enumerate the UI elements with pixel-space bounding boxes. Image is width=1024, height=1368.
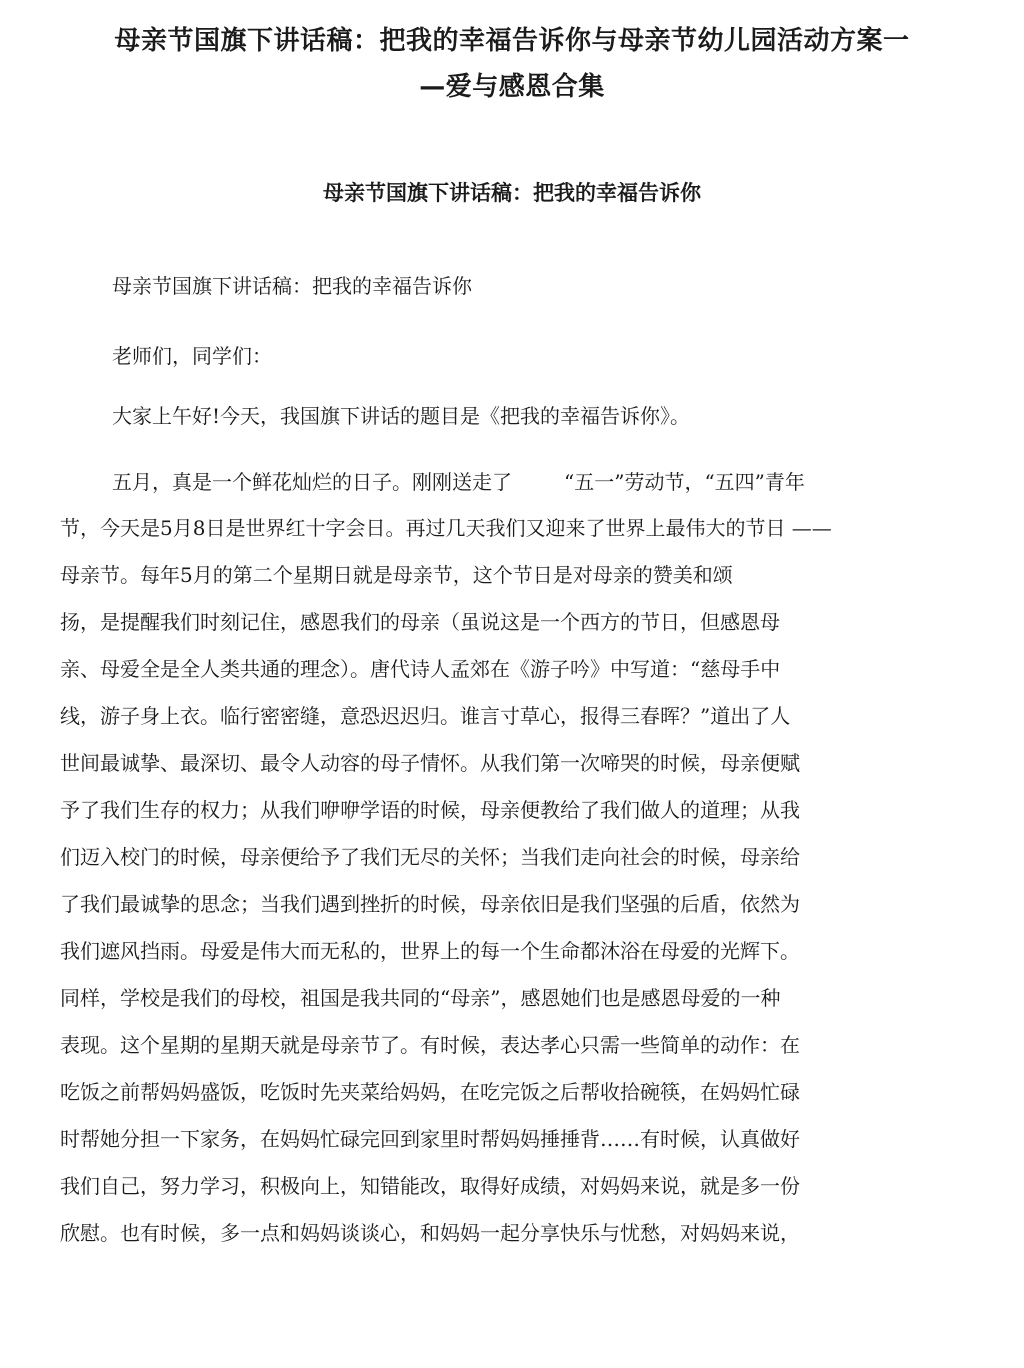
body-line: 了我们最诚挚的思念；当我们遇到挫折的时候，母亲依旧是我们坚强的后盾，依然为 (60, 892, 800, 916)
section-heading: 母亲节国旗下讲话稿：把我的幸福告诉你 (323, 181, 701, 205)
body-line: 们迈入校门的时候，母亲便给予了我们无尽的关怀；当我们走向社会的时候，母亲给 (60, 845, 800, 869)
body-line: 同样，学校是我们的母校，祖国是我共同的“母亲”，感恩她们也是感恩母爱的一种 (60, 986, 781, 1010)
body-line: 扬，是提醒我们时刻记住，感恩我们的母亲（虽说这是一个西方的节日，但感恩母 (60, 610, 780, 634)
body-line: 亲、母爱全是全人类共通的理念）。唐代诗人孟郊在《游子吟》中写道：“慈母手中 (60, 657, 781, 681)
body-line: 欣慰。也有时候，多一点和妈妈谈谈心，和妈妈一起分享快乐与忧愁，对妈妈来说， (60, 1221, 800, 1245)
body-first-line-part-2: “五一”劳动节，“五四”青年 (564, 470, 805, 494)
body-line: 我们自己，努力学习，积极向上，知错能改，取得好成绩，对妈妈来说，就是多一份 (60, 1174, 800, 1198)
paragraph-greeting: 老师们，同学们： (112, 344, 272, 368)
body-line: 予了我们生存的权力；从我们咿咿学语的时候，母亲便教给了我们做人的道理；从我 (60, 798, 800, 822)
paragraph-body-first-line (112, 466, 805, 498)
body-first-line-part-1: 五月，真是一个鲜花灿烂的日子。刚刚送走了 (112, 470, 512, 494)
body-line: 吃饭之前帮妈妈盛饭，吃饭时先夹菜给妈妈，在吃完饭之后帮收拾碗筷，在妈妈忙碌 (60, 1080, 800, 1104)
document-title (50, 18, 974, 110)
paragraph-intro: 大家上午好!今天，我国旗下讲话的题目是《把我的幸福告诉你》。 (112, 404, 691, 428)
document-title-line-1: 母亲节国旗下讲话稿：把我的幸福告诉你与母亲节幼儿园活动方案一 (114, 26, 910, 56)
body-line: 节，今天是5月8日是世界红十字会日。再过几天我们又迎来了世界上最伟大的节日 —— (60, 516, 832, 540)
body-line: 世间最诚挚、最深切、最令人动容的母子情怀。从我们第一次啼哭的时候，母亲便赋 (60, 751, 800, 775)
body-line: 表现。这个星期的星期天就是母亲节了。有时候，表达孝心只需一些简单的动作：在 (60, 1033, 800, 1057)
body-line: 时帮她分担一下家务，在妈妈忙碌完回到家里时帮妈妈捶捶背……有时候，认真做好 (60, 1127, 800, 1151)
body-line: 母亲节。每年5月的第二个星期日就是母亲节，这个节日是对母亲的赞美和颂 (60, 563, 733, 587)
body-line: 我们遮风挡雨。母爱是伟大而无私的，世界上的每一个生命都沐浴在母爱的光辉下。 (60, 939, 800, 963)
paragraph-speech-title: 母亲节国旗下讲话稿：把我的幸福告诉你 (112, 274, 472, 298)
document-title-line-2: —爱与感恩合集 (419, 72, 605, 102)
body-line: 线，游子身上衣。临行密密缝，意恐迟迟归。谁言寸草心，报得三春晖？”道出了人 (60, 704, 791, 728)
